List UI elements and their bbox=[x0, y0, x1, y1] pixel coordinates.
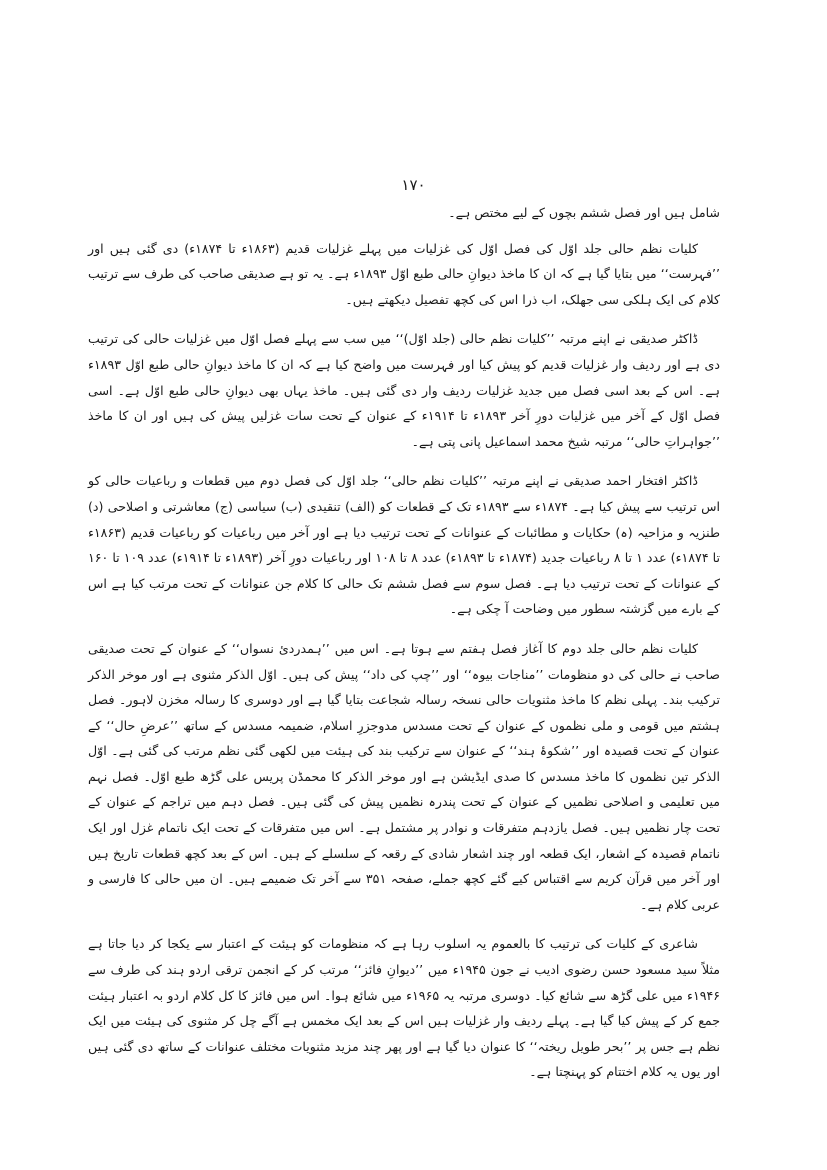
paragraph: ڈاکٹر صدیقی نے اپنے مرتبہ ’’کلیات نظم حالی (جلد اوّل)‘‘ میں سب سے پہلے فصل اوّل میں غزلیات حالی کی ترتیب دی ہے اور ردیف وار غزلیات قدیم کو پیش کیا اور فہرست میں واضح کیا ہے کہ ان کا ماخذ دیوانِ حالی طبع اوّل ۱۸۹۳ء ہے۔ اس کے بعد اسی فصل میں جدید غزلیات ردیف وار دی گئی ہیں۔ ماخذ یہاں بھی دیوانِ حالی طبع اوّل ہے۔ اسی فصل اوّل کے آخر میں غزلیات دورِ آخر ۱۸۹۳ء تا ۱۹۱۴ء کے عنوان کے تحت سات غزلیں پیش کی ہیں اور ان کا ماخذ ’’جواہراتِ حالی‘‘ مرتبہ شیخ محمد اسماعیل پانی پتی ہے۔ bbox=[88, 331, 720, 449]
paragraph: شاعری کے کلیات کی ترتیب کا بالعموم یہ اسلوب رہا ہے کہ منظومات کو ہیئت کے اعتبار سے یکجا کر دیا جاتا ہے مثلاً سید مسعود حسن رضوی ادیب نے جون ۱۹۴۵ء میں ’’دیوانِ فائز‘‘ مرتب کر کے انجمن ترقی اردو ہند کی طرف سے ۱۹۴۶ء میں علی گڑھ سے شائع کیا۔ دوسری مرتبہ یہ ۱۹۶۵ء میں شائع ہوا۔ اس میں فائز کا کل کلام اردو بہ اعتبار ہیئت جمع کر کے پیش کیا گیا ہے۔ پہلے ردیف وار غزلیات ہیں اس کے بعد ایک مخمس ہے آگے چل کر مثنوی کی ہیئت میں ایک نظم ہے جس پر ’’بحر طویل ریختہ‘‘ کا عنوان دیا گیا ہے اور پھر چند مزید مثنویات مختلف عنوانات کے ساتھ دی گئی ہیں اور یوں یہ کلام اختتام کو پہنچتا ہے۔ bbox=[88, 936, 721, 1080]
paragraph: شامل ہیں اور فصل ششم بچوں کے لیے مختص ہے۔ bbox=[448, 205, 720, 220]
page-number: ۱۷۰ bbox=[401, 176, 426, 194]
paragraph: کلیات نظم حالی جلد دوم کا آغاز فصل ہفتم سے ہوتا ہے۔ اس میں ’’ہمدردیٔ نسواں‘‘ کے عنوان کے تحت صدیقی صاحب نے حالی کی دو منظومات ’’مناجات بیوہ‘‘ اور ’’چپ کی داد‘‘ پیش کی ہیں۔ اوّل الذکر مثنوی ہے اور موخر الذکر ترکیب بند۔ پہلی نظم کا ماخذ مثنویات حالی نسخہ رسالہ شجاعت بتایا گیا ہے اور دوسری کا رسالہ مخزن لاہور۔ فصل ہشتم میں قومی و ملی نظموں کے عنوان کے تحت مسدس مدوجزرِ اسلام، ضمیمہ مسدس کے ساتھ ’’عرضِ حال‘‘ کے عنوان کے تحت قصیدہ اور ’’شکوۂ ہند‘‘ کے عنوان سے ترکیب بند کی ہیئت میں لکھی گئی نظم مرتب کی گئی ہے۔ اوّل الذکر تین نظموں کا ماخذ مسدس کا صدی ایڈیشن ہے اور موخر الذکر کا محمڈن پریس علی گڑھ طبع اوّل۔ فصل نہم میں تعلیمی و اصلاحی نظمیں کے عنوان کے تحت پندرہ نظمیں پیش کی گئی ہیں۔ فصل دہم میں تراجم کے عنوان کے تحت چار نظمیں ہیں۔ فصل یازدہم متفرقات و نوادر پر مشتمل ہے۔ اس میں متفرقات کے تحت ایک ناتمام غزل اور ایک ناتمام قصیدہ کے اشعار، ایک قطعہ اور چند اشعار شادی کے رقعہ کے سلسلے کے ہیں۔ اس کے بعد کچھ قطعات تاریخ ہیں اور آخر میں قرآن کریم سے اقتباس کیے گئے کچھ جملے، صفحہ ۳۵۱ سے آخر تک ضمیمے ہیں۔ ان میں حالی کا فارسی و عربی کلام ہے۔ bbox=[88, 640, 720, 912]
paragraph: کلیات نظم حالی جلد اوّل کی فصل اوّل کی غزلیات میں پہلے غزلیات قدیم (۱۸۶۳ء تا ۱۸۷۴ء) دی گئی ہیں اور ’’فہرست‘‘ میں بتایا گیا ہے کہ ان کا ماخذ دیوانِ حالی طبع اوّل ۱۸۹۳ء ہے۔ یہ تو ہے صدیقی صاحب کی طرف سے ترتیب کلام کی ایک ہلکی سی جھلک، اب ذرا اس کی کچھ تفصیل دیکھتے ہیں۔ bbox=[88, 240, 720, 307]
paragraph: ڈاکٹر افتخار احمد صدیقی نے اپنے مرتبہ ’’کلیات نظم حالی‘‘ جلد اوّل کی فصل دوم میں قطعات و رباعیات حالی کو اس ترتیب سے پیش کیا ہے۔ ۱۸۷۴ء سے ۱۸۹۳ء تک کے قطعات کو (الف) تنقیدی (ب) سیاسی (ج) معاشرتی و اصلاحی (د) طنزیہ و مزاحیہ (ہ) حکایات و مطائبات کے عنوانات کے تحت ترتیب دیا ہے اور آخر میں رباعیات کو رباعیات قدیم (۱۸۶۳ء تا ۱۸۷۴ء) عدد ۱ تا ۸ رباعیات جدید (۱۸۷۴ء تا ۱۸۹۳ء) عدد ۸ تا ۱۰۸ اور رباعیات دورِ آخر (۱۸۹۳ء تا ۱۹۱۴ء) عدد ۱۰۹ تا ۱۶۰ کے عنوانات کے تحت ترتیب دیا ہے۔ فصل سوم سے فصل ششم تک حالی کا کلام جن عنوانات کے تحت مرتب کیا ہے اس کے بارے میں گزشتہ سطور میں وضاحت آ چکی ہے۔ bbox=[88, 473, 720, 617]
body-text bbox=[88, 200, 720, 1099]
